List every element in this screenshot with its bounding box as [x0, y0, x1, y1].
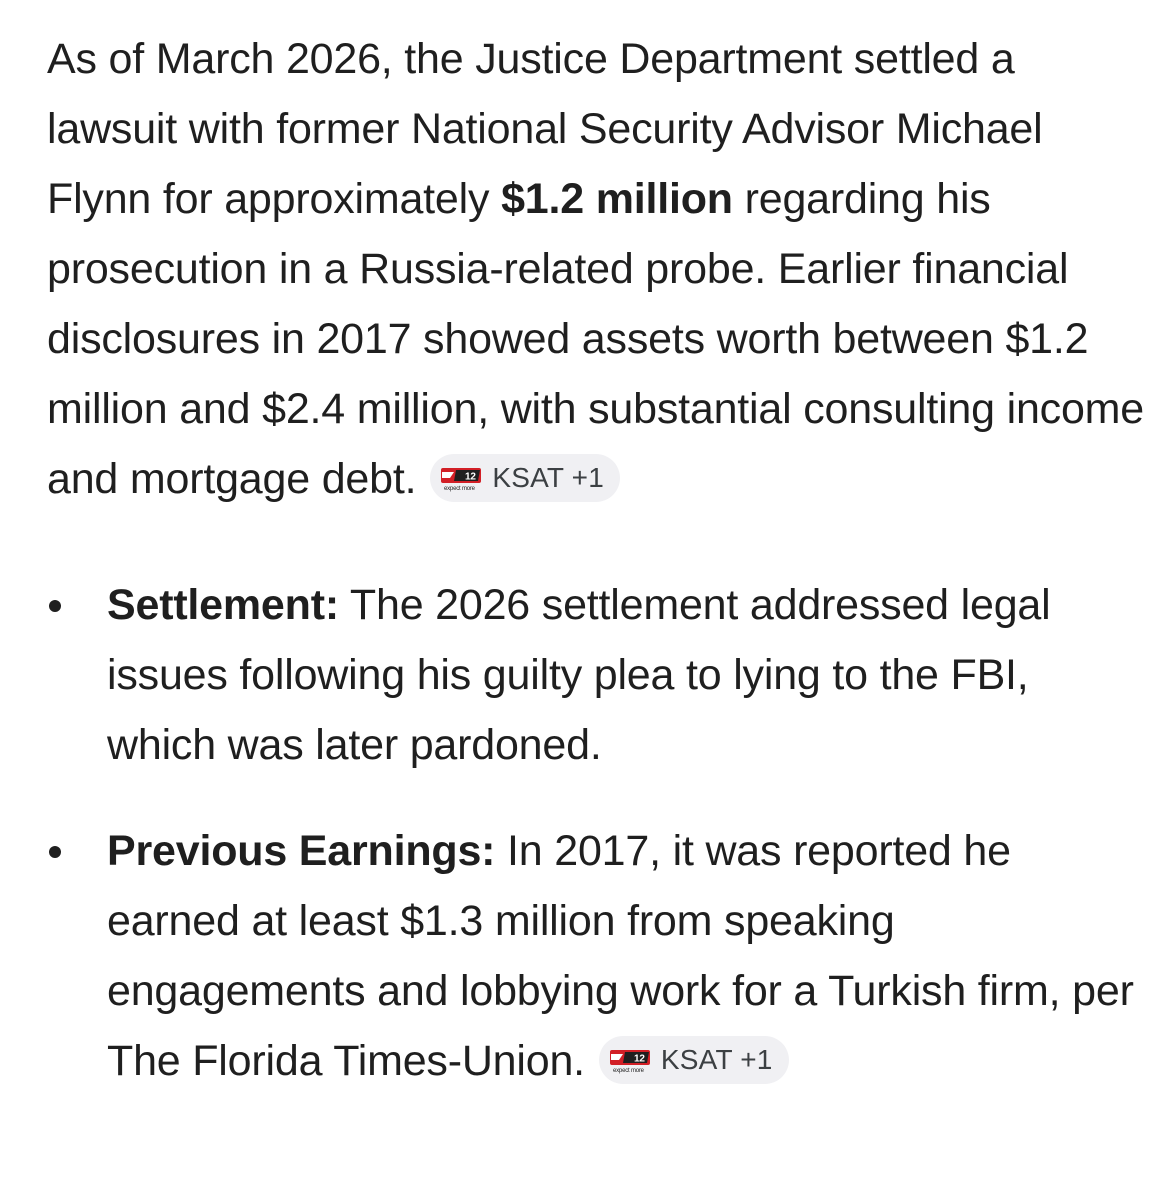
intro-text-end: regarding his prosecution in a Russia-related probe. Earlier financial disclosures in 2017 showed assets worth between $1.2 million and $2.4 million, with substantial consulting income and mortgage debt.: [47, 175, 1145, 503]
intro-text-start: As of March 2026, the Justice Department settled a lawsuit with former National Security Advisor Michael Flynn for approximately: [47, 35, 1043, 223]
intro-paragraph: [47, 24, 1147, 514]
ksat-12-logo-icon: [440, 463, 484, 493]
list-item-text: The 2026 settlement addressed legal issues following his guilty plea to lying to the FBI, which was later pardoned.: [107, 581, 1051, 769]
bullet-icon: [49, 846, 61, 858]
ai-response: [47, 24, 1147, 1096]
list-item-previous-earnings: [47, 816, 1147, 1096]
list-item-settlement: [47, 570, 1147, 780]
source-chip-label: KSAT +1: [660, 1043, 773, 1075]
list-item-heading: Settlement:: [107, 581, 339, 629]
svg-text:expect more: expect more: [612, 1067, 644, 1074]
details-list: [47, 570, 1147, 1096]
svg-text:12: 12: [633, 1053, 645, 1065]
list-item-heading: Previous Earnings:: [107, 827, 496, 875]
bullet-icon: [49, 600, 61, 612]
ksat-12-logo-icon: [609, 1045, 653, 1075]
list-item-text: In 2017, it was reported he earned at least $1.3 million from speaking engagements and lobbying work for a Turkish firm, per The Florida Times-Union.: [107, 827, 1134, 1085]
settlement-amount: $1.2 million: [501, 175, 733, 223]
source-chip-label: KSAT +1: [492, 461, 604, 493]
svg-text:expect more: expect more: [444, 485, 476, 492]
svg-text:12: 12: [465, 471, 477, 483]
source-chip[interactable]: [599, 1036, 789, 1084]
source-chip[interactable]: [430, 454, 620, 502]
